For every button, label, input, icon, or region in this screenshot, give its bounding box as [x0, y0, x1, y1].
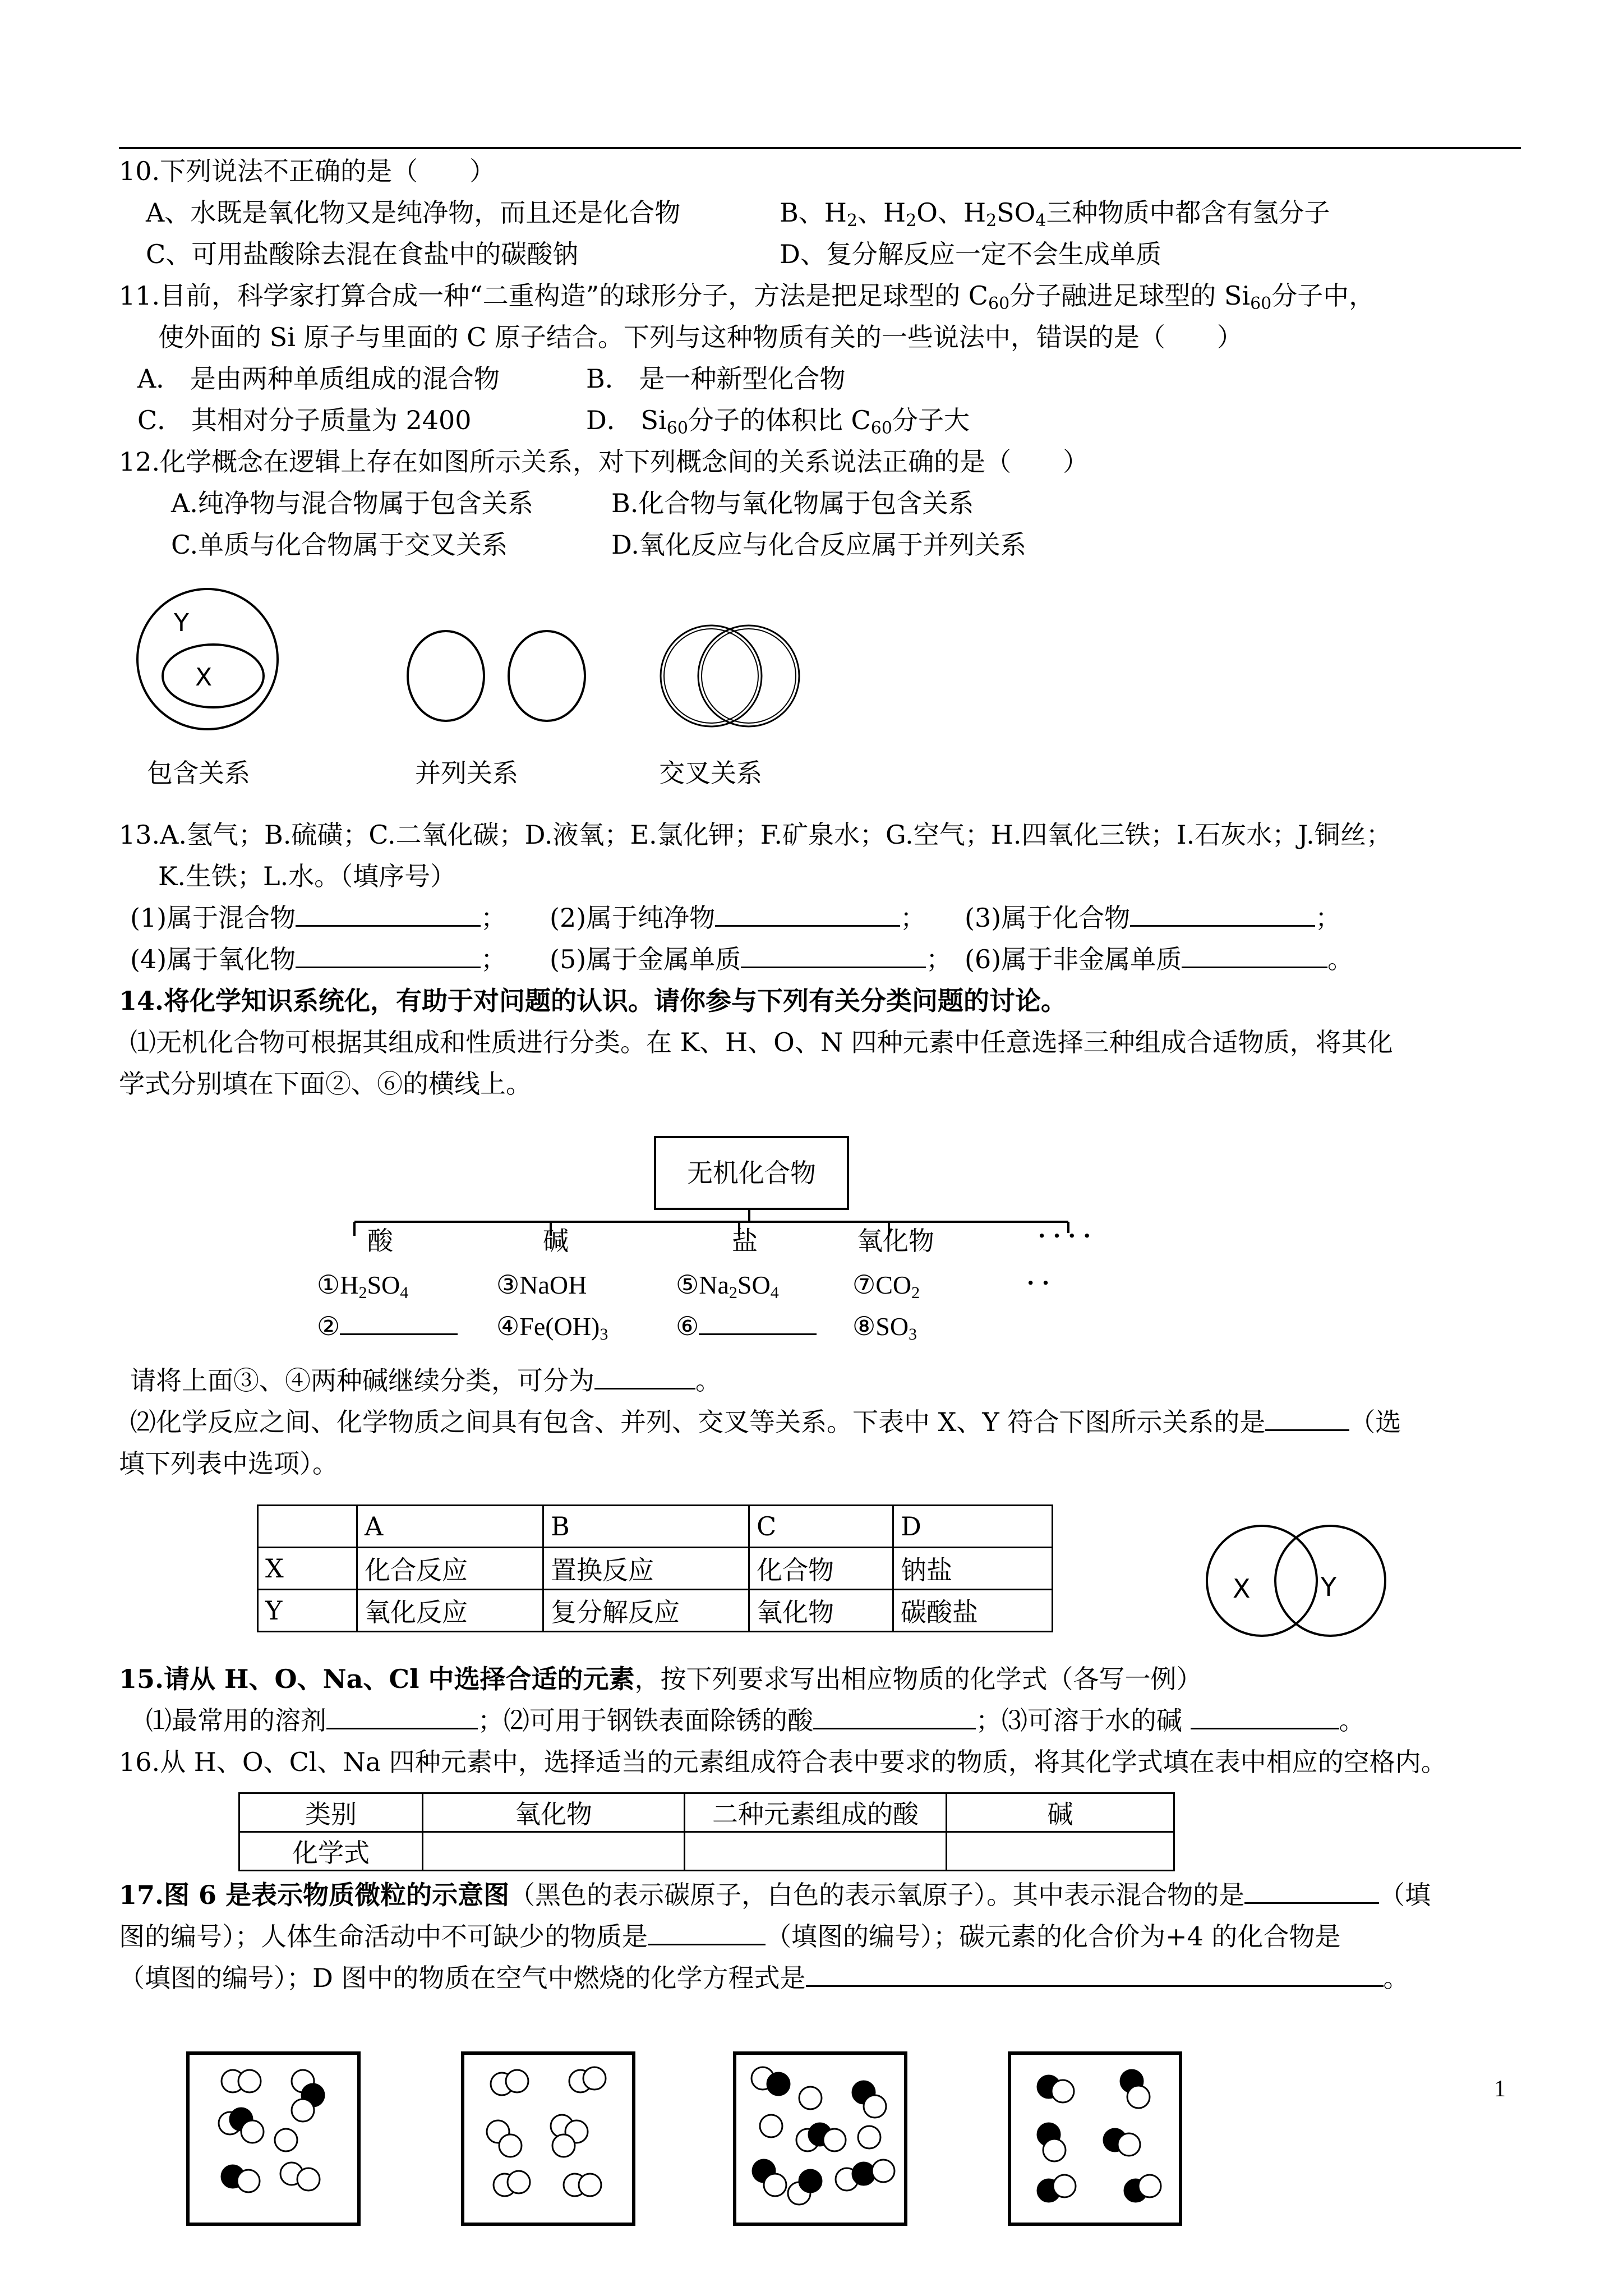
q15-parts: ⑴最常用的溶剂 ；⑵可用于钢铁表面除锈的酸 ；⑶可溶于水的碱 。 [146, 1705, 1365, 1736]
category-base: 碱 [543, 1227, 569, 1255]
q11-stem-line2: 使外面的 Si 原子与里面的 C 原子结合。下列与这种物质有关的一些说法中，错误的是（ ） [158, 322, 1243, 352]
table-cell: 钠盐 [893, 1548, 1053, 1590]
q12-option-b: B.化合物与氧化物属于包含关系 [611, 488, 974, 518]
table-cell: 碱 [947, 1793, 1174, 1832]
q16-stem: 16.从 H、O、Cl、Na 四种元素中，选择适当的元素组成符合表中要求的物质，将其化学式填在表中相应的空格内。 [119, 1747, 1447, 1777]
table-cell: 氧化物 [749, 1590, 893, 1632]
q13-stem-line1: 13.A.氢气；B.硫磺；C.二氧化碳；D.液氧；E.氯化钾；F.矿泉水；G.空气；H.四氧化三铁；I.石灰水；J.铜丝； [119, 820, 1392, 850]
q14-part2-line1: ⑵化学反应之间、化学物质之间具有包含、并列、交叉等关系。下表中 X、Y 符合下图所示关系的是 （选 [130, 1407, 1401, 1437]
table-cell: D [893, 1506, 1053, 1548]
q14-stem: 14.将化学知识系统化，有助于对问题的认识。请你参与下列有关分类问题的讨论。 [119, 986, 1067, 1016]
q12-option-c: C.单质与化合物属于交叉关系 [171, 530, 508, 560]
caption-intersection: 交叉关系 [659, 758, 762, 788]
table-cell: 化合物 [749, 1548, 893, 1590]
q10-stem: 10.下列说法不正确的是（ ） [119, 156, 496, 186]
q17-stem-line1: 17.图 6 是表示物质微粒的示意图（黑色的表示碳原子，白色的表示氧原子）。其中表示混合物的是 （填 [119, 1880, 1431, 1910]
table-cell: C [749, 1506, 893, 1548]
q17-stem-line3: （填图的编号）；D 图中的物质在空气中燃烧的化学方程式是 。 [119, 1963, 1409, 1993]
q13-part-1: (1)属于混合物 ； [130, 903, 507, 933]
category-acid: 酸 [367, 1227, 393, 1255]
q10-option-a: A、水既是氧化物又是纯净物，而且还是化合物 [146, 197, 681, 228]
particle-box-c [735, 2053, 906, 2224]
q14-base-classify: 请将上面③、④两种碱继续分类，可分为 。 [130, 1365, 721, 1396]
q10-option-d: D、复分解反应一定不会生成单质 [780, 239, 1161, 269]
q10-option-c: C、可用盐酸除去混在食盐中的碳酸钠 [146, 239, 579, 269]
venn-label-y: Y [1321, 1572, 1337, 1602]
item-4-feoh3: $④Fe(OH)_3$ [496, 1312, 608, 1343]
q13-part-4: (4)属于氧化物 ； [130, 944, 507, 974]
item-3-naoh: ③NaOH [496, 1271, 587, 1299]
q12-option-a: A.纯净物与混合物属于包含关系 [171, 488, 533, 518]
tree-root-box: 无机化合物 [654, 1136, 849, 1210]
table-cell: 氧化物 [423, 1793, 685, 1832]
q12-option-d: D.氧化反应与化合反应属于并列关系 [611, 530, 1026, 560]
caption-inclusion: 包含关系 [147, 758, 250, 788]
q13-part-2: (2)属于纯净物 ； [550, 903, 926, 933]
table-cell: 氧化反应 [357, 1590, 543, 1632]
category-oxide: 氧化物 [857, 1227, 934, 1255]
item-1-h2so4: $①H_2SO_4$ [317, 1271, 409, 1302]
category-salt: 盐 [732, 1227, 758, 1255]
label-x: X [195, 663, 213, 692]
table-cell: 复分解反应 [543, 1590, 749, 1632]
item-5-na2so4: $⑤Na_2SO_4$ [676, 1271, 779, 1302]
table-cell: B [543, 1506, 749, 1548]
table-cell: 置换反应 [543, 1548, 749, 1590]
q12-stem: 12.化学概念在逻辑上存在如图所示关系，对下列概念间的关系说法正确的是（ ） [119, 447, 1089, 477]
item-8-so3: $⑧SO_3$ [852, 1312, 917, 1343]
table-cell: Y [258, 1590, 357, 1632]
q11-option-c: C． 其相对分子质量为 2400 [137, 405, 472, 435]
q14-part1-line1: ⑴无机化合物可根据其组成和性质进行分类。在 K、H、O、N 四种元素中任意选择三种组成合适物质，将其化 [130, 1027, 1393, 1057]
table-cell: 化学式 [239, 1832, 423, 1871]
particle-box-b [463, 2053, 634, 2224]
page-number: 1 [1494, 2076, 1506, 2102]
q13-part-3: (3)属于化合物 ； [965, 903, 1341, 933]
particle-box-a [188, 2053, 359, 2224]
table-cell: 二种元素组成的酸 [685, 1793, 947, 1832]
q11-option-d: D． $Si_{60}$分子的体积比 $C_{60}$分子大 [586, 405, 970, 438]
table-cell: 碳酸盐 [893, 1590, 1053, 1632]
q11-option-a: A． 是由两种单质组成的混合物 [137, 364, 500, 394]
particle-box-d [1009, 2053, 1181, 2224]
q13-stem-line2: K.生铁；L.水。（填序号） [158, 861, 457, 891]
item-7-co2: $⑦CO_2$ [852, 1271, 920, 1302]
label-y: Y [174, 609, 189, 637]
q14-part1-line2: 学式分别填在下面②、⑥的横线上。 [119, 1069, 532, 1099]
q11-option-b: B． 是一种新型化合物 [586, 364, 846, 394]
venn-label-x: X [1233, 1573, 1251, 1604]
item-6-blank: ⑥ [676, 1308, 817, 1345]
table-cell: 类别 [239, 1793, 423, 1832]
item-2-blank: ② [317, 1308, 458, 1345]
q13-part-6: (6)属于非金属单质 。 [965, 944, 1354, 974]
table-cell: X [258, 1548, 357, 1590]
q14-part2-line2: 填下列表中选项）。 [119, 1448, 338, 1479]
category-more-dots: · · · · [1038, 1221, 1091, 1250]
q10-option-b: B、$H_2$、$H_2O$、$H_2SO_4$三种物质中都含有氢分子 [780, 197, 1330, 231]
q17-stem-line2: 图的编号）；人体生命活动中不可缺少的物质是 （填图的编号）；碳元素的化合价为+4 的化合物是 [119, 1921, 1341, 1952]
table-cell: 化合反应 [357, 1548, 543, 1590]
q13-part-5: (5)属于金属单质 ； [550, 944, 952, 974]
q15-stem: 15.请从 H、O、Na、Cl 中选择合适的元素，按下列要求写出相应物质的化学式（各写一例） [119, 1664, 1202, 1694]
caption-parallel: 并列关系 [415, 758, 518, 788]
q11-stem-line1: 11.目前，科学家打算合成一种“二重构造”的球形分子，方法是把足球型的 $C_{60}$分子融进足球型的 $Si_{60}$分子中， [119, 280, 1375, 314]
item-more-dots: · · [1026, 1268, 1050, 1297]
table-cell: A [357, 1506, 543, 1548]
